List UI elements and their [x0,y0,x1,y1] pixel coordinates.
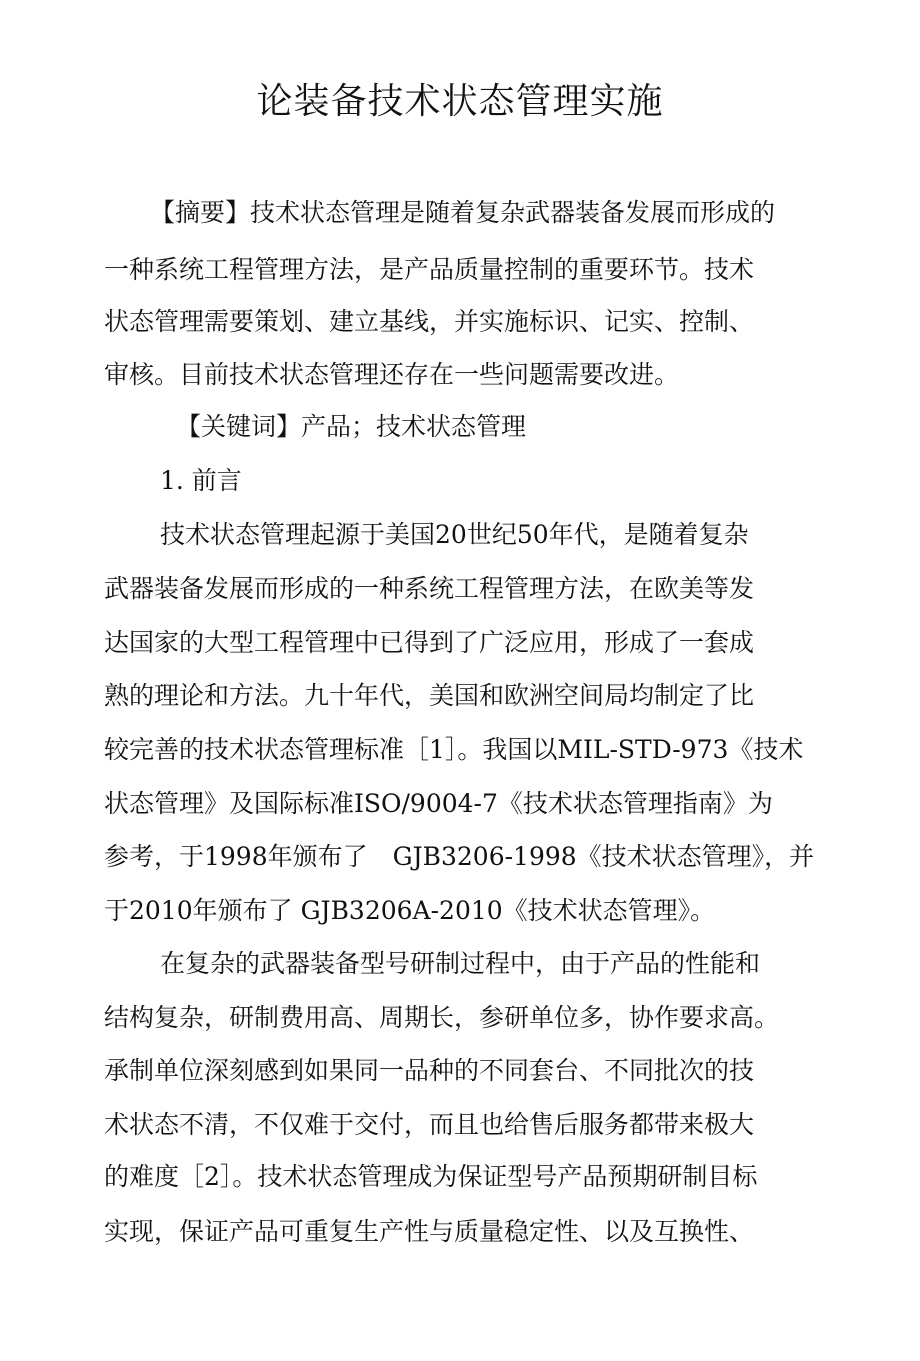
body-line: 的难度［2］。技术状态管理成为保证型号产品预期研制目标 [104,1162,758,1191]
body-line: 实现，保证产品可重复生产性与质量稳定性、以及互换性、 [104,1217,755,1246]
body-line: 参考，于1998年颁布了 GJB3206-1998《技术状态管理》，并 [104,842,815,871]
body-line: 术状态不清，不仅难于交付，而且也给售后服务都带来极大 [104,1110,755,1139]
body-line: 达国家的大型工程管理中已得到了广泛应用，形成了一套成 [104,628,755,657]
abstract-line: 【摘要】技术状态管理是随着复杂武器装备发展而形成的 [150,198,776,227]
abstract-line: 一种系统工程管理方法，是产品质量控制的重要环节。技术 [104,255,755,284]
body-line: 在复杂的武器装备型号研制过程中，由于产品的性能和 [160,949,761,978]
body-line: 较完善的技术状态管理标准［1］。我国以MIL-STD-973《技术 [104,735,804,764]
abstract-line: 状态管理需要策划、建立基线，并实施标识、记实、控制、 [104,307,755,336]
body-line: 技术状态管理起源于美国20世纪50年代，是随着复杂 [160,520,749,549]
body-line: 熟的理论和方法。九十年代，美国和欧洲空间局均制定了比 [104,681,755,710]
body-line: 状态管理》及国际标准ISO/9004-7《技术状态管理指南》为 [104,789,773,818]
body-line: 武器装备发展而形成的一种系统工程管理方法，在欧美等发 [104,574,755,603]
body-line: 于2010年颁布了 GJB3206A-2010《技术状态管理》。 [104,896,716,925]
body-line: 承制单位深刻感到如果同一品种的不同套台、不同批次的技 [104,1056,755,1085]
document-title: 论装备技术状态管理实施 [256,81,664,122]
body-line: 结构复杂，研制费用高、周期长，参研单位多，协作要求高。 [104,1003,780,1032]
abstract-line: 审核。目前技术状态管理还存在一些问题需要改进。 [104,360,680,389]
section-heading: 1. 前言 [160,466,242,495]
keywords-line: 【关键词】产品；技术状态管理 [176,412,527,441]
